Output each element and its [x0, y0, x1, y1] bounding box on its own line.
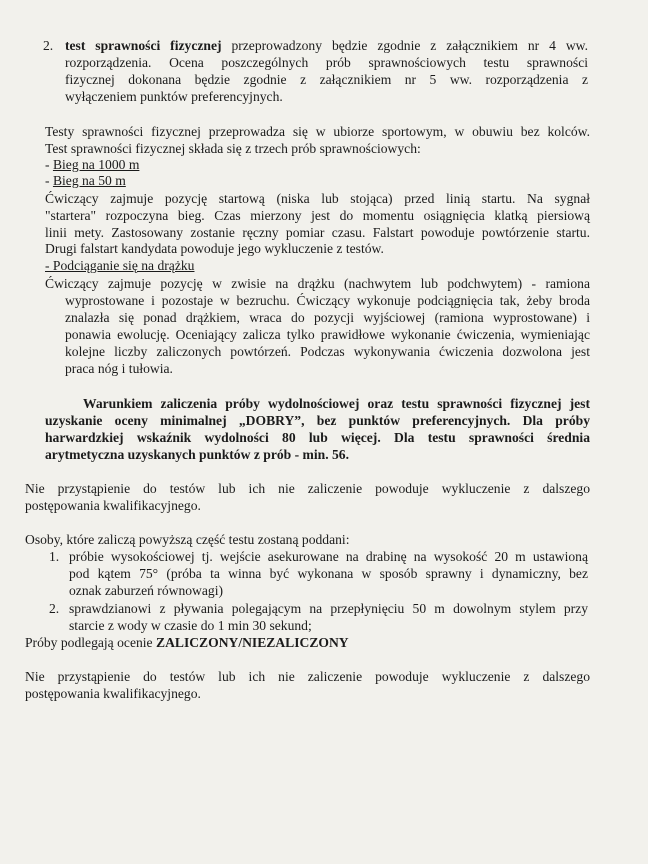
- pullups-line-1: Ćwiczący zajmuje pozycję w zwisie na drążku (nachwytem lub podchwytem) - ramiona: [45, 276, 590, 291]
- intro-line-2: Test sprawności fizycznej składa się z trzech prób sprawnościowych:: [45, 141, 421, 156]
- condition-line-2: uzyskanie oceny minimalnej „DOBRY”, bez punktów preferencyjnych. Dla próby: [45, 413, 590, 428]
- run-50-line-3: linii mety. Zastosowany zostanie ręczny pomiar czasu. Falstart powoduje powtórzenie startu.: [45, 225, 590, 240]
- exclusion-2-line-2: postępowania kwalifikacyjnego.: [25, 686, 201, 701]
- further-item-1-line-3: oznak zaburzeń równowagi): [69, 583, 223, 598]
- item-2-line-1-rest: przeprowadzony będzie zgodnie z załącznikiem nr 4 ww.: [221, 38, 589, 53]
- further-item-1-number: 1.: [49, 549, 60, 564]
- run-1000-heading: [45, 157, 139, 173]
- pullups-line-6: praca nóg i tułowia.: [65, 361, 173, 376]
- condition-line-3: harwardzkiej wskaźnik wydolności 80 lub więcej. Dla testu sprawności średnia: [45, 430, 590, 445]
- exclusion-1-line-1: Nie przystąpienie do testów lub ich nie zaliczenie powoduje wykluczenie z dalszego: [25, 481, 590, 496]
- pullups-line-4: ponawia ewolucję. Oceniający zalicza tylko prawidłowe wykonanie ćwiczenia, wymieniając: [65, 327, 590, 342]
- further-intro: Osoby, które zaliczą powyższą część testu zostaną poddani:: [25, 532, 350, 547]
- run-50-line-4: Drugi falstart kandydata powoduje jego wykluczenie z testów.: [45, 241, 384, 256]
- exclusion-1-line-2: postępowania kwalifikacyjnego.: [25, 498, 201, 513]
- pullups-line-3: znalazła się ponad drążkiem, wraca do pozycji wyjściowej (ramiona wyprostowane) i: [65, 310, 590, 325]
- item-2-line-4: wyłączeniem punktów preferencyjnych.: [65, 89, 283, 104]
- item-2-line-1: [65, 38, 588, 54]
- run-1000-label: Bieg na 1000 m: [52, 157, 140, 172]
- pullups-line-2: wyprostowane i pozostaje w bezruchu. Ćwiczący wykonuje podciągnięcia tak, żeby broda: [65, 293, 590, 308]
- run-50-line-2: "startera" rozpoczyna bieg. Czas mierzony jest do momentu osiągnięcia klatką piersiową: [45, 208, 590, 223]
- further-item-1-line-1: próbie wysokościowej tj. wejście asekurowane na drabinę na wysokość 20 m ustawioną: [69, 549, 588, 564]
- assessment-result: ZALICZONY/NIEZALICZONY: [156, 635, 349, 650]
- item-2-line-2: rozporządzenia. Ocena poszczególnych prób sprawnościowych testu sprawności: [65, 55, 588, 70]
- run-50-line-1: Ćwiczący zajmuje pozycję startową (niska lub stojąca) przed linią startu. Na sygnał: [45, 191, 590, 206]
- further-item-2-number: 2.: [49, 601, 60, 616]
- assessment-prefix: Próby podlegają ocenie: [25, 635, 156, 650]
- exclusion-2-line-1: Nie przystąpienie do testów lub ich nie zaliczenie powoduje wykluczenie z dalszego: [25, 669, 590, 684]
- run-1000-dash: -: [45, 157, 53, 172]
- pullups-heading: - Podciąganie się na drążku: [45, 258, 195, 273]
- further-item-2-line-1: sprawdzianowi z pływania polegającym na przepłynięciu 50 m dowolnym stylem przy: [69, 601, 588, 616]
- intro-line-1: Testy sprawności fizycznej przeprowadza się w ubiorze sportowym, w obuwiu bez kolców.: [45, 124, 590, 139]
- run-50-heading: [45, 173, 126, 189]
- further-item-2-line-2: starcie z wody w czasie do 1 min 30 sekund;: [69, 618, 312, 633]
- assessment-line: [25, 635, 349, 651]
- item-2-line-3: fizycznej dokonana będzie zgodnie z załącznikiem nr 5 ww. rozporządzenia z: [65, 72, 588, 87]
- condition-line-4: arytmetyczna uzyskanych punktów z prób - min. 56.: [45, 447, 349, 462]
- further-item-1-line-2: pod kątem 75° (próba ta winna być wykonana w sposób sprawny i dynamiczny, bez: [69, 566, 588, 581]
- condition-line-1: Warunkiem zaliczenia próby wydolnościowej oraz testu sprawności fizycznej jest: [83, 396, 590, 411]
- pullups-line-5: kolejne liczby zaliczonych powtórzeń. Podczas wykonywania ćwiczenia dozwolona jest: [65, 344, 590, 359]
- run-50-dash: -: [45, 173, 53, 188]
- run-50-label: Bieg na 50 m: [52, 173, 126, 188]
- item-2-bold-term: test sprawności fizycznej: [65, 38, 222, 53]
- item-2-number: 2.: [43, 38, 54, 53]
